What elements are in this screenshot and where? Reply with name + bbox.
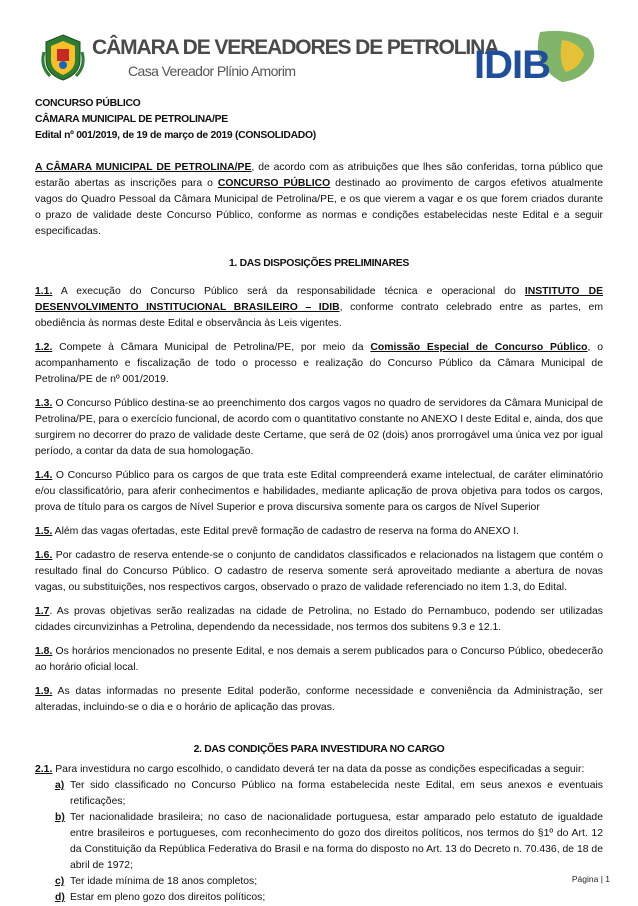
heading-line-1: CONCURSO PÚBLICO <box>35 98 141 109</box>
item-number: 1.7 <box>35 606 50 617</box>
intro-text-2: destinado ao provimento de cargos efetivos atualmente vagos do Quadro Pessoal da Câmara Municipal de Petrolina/PE, e os que vierem a vagar e os que forem criados durante o prazo de validade deste Concurso Público, conforme as normas e condições estabelecidas neste Edital e a seguir especificadas. <box>35 178 603 237</box>
edital-body <box>35 96 603 906</box>
intro-bold: CONCURSO PÚBLICO <box>217 178 331 189</box>
item-number: 1.4. <box>35 470 53 481</box>
paragraph-text: Para investidura no cargo escolhido, o candidato deverá ter na data da posse as condições especificadas a seguir: <box>52 764 585 775</box>
paragraph-text: , conforme contrato celebrado entre as partes, em obediência às normas deste Edital e observância às Leis vigentes. <box>35 302 603 329</box>
list-item-text: Ter sido classificado no Concurso Público na forma estabelecida neste Edital, em seus anexos e eventuais retificações; <box>70 780 603 807</box>
paragraph-1-1 <box>35 284 603 332</box>
list-item-text: Estar em pleno gozo dos direitos políticos; <box>70 892 266 903</box>
item-number: 1.5. <box>35 526 53 537</box>
paragraph-text: As datas informadas no presente Edital poderão, conforme necessidade e conveniência da Administração, ser alteradas, incluindo-se o dia e o horário de aplicação das provas. <box>35 686 603 713</box>
page-number: Página | 1 <box>571 874 610 884</box>
list-item <box>35 778 603 810</box>
idib-logo-icon <box>470 28 600 86</box>
paragraph-1-8 <box>35 644 603 676</box>
letterhead <box>40 28 600 88</box>
municipal-seal-icon <box>40 32 86 82</box>
paragraph-1-9 <box>35 684 603 716</box>
paragraph-text: . As provas objetivas serão realizadas na cidade de Petrolina, no Estado do Pernambuco, podendo ser utilizadas cidades circunvizinhas a Petrolina, dependendo da necessidade, nos termos dos subitens 9.3 e 12.1. <box>35 606 603 633</box>
intro-text-1: , de acordo com as atribuições que lhes são conferidas, torna público que estarão abertas as inscrições para o <box>35 162 603 189</box>
item-number: 2.1. <box>35 764 53 775</box>
paragraph-1-7 <box>35 604 603 636</box>
intro-paragraph <box>35 160 603 240</box>
list-letter: b) <box>55 812 65 823</box>
org-title: CÂMARA DE VEREADORES DE PETROLINA <box>92 36 499 59</box>
list-item-text: Ter idade mínima de 18 anos completos; <box>70 876 258 887</box>
item-number: 1.8. <box>35 646 53 657</box>
intro-lead: A CÂMARA MUNICIPAL DE PETROLINA/PE <box>35 162 252 173</box>
paragraph-text: O Concurso Público para os cargos de que trata este Edital compreenderá exame intelectual, de caráter eliminatório e/ou classificatório, para aferir conhecimentos e habilidades, mediante aplicação de prova objetiva para todos os cargos, prova de título para os cargos de Nível Superior e prova discursiva somente para os cargos de Nível Superior <box>35 470 603 513</box>
paragraph-text: O Concurso Público destina-se ao preenchimento dos cargos vagos no quadro de servidores da Câmara Municipal de Petrolina/PE, para o exercício funcional, de acordo com o quantitativo constante no ANEXO I deste Edital e, ainda, dos que surgirem no decorrer do prazo de validade deste Certame, que será de 02 (dois) anos prorrogável uma única vez por igual período, a contar da data de sua homologação. <box>35 398 603 457</box>
paragraph-text: Por cadastro de reserva entende-se o conjunto de candidatos classificados e relacionados na listagem que contém o resultado final do Concurso Público. O cadastro de reserva somente será aproveitado mediante a abertura de novas vagas, ou substituições, nos respectivos cargos, observado o prazo de validade referenciado no item 1.3, do Edital. <box>35 550 603 593</box>
list-item-text: Ter nacionalidade brasileira; no caso de nacionalidade portuguesa, estar amparado pelo estatuto de igualdade entre brasileiros e portugueses, com reconhecimento do gozo dos direitos políticos, nos termos do §1º do Art. 12 da Constituição da República Federativa do Brasil e na forma do disposto no Art. 13 do Decreto n. 70.436, de 18 de abril de 1972; <box>70 812 603 871</box>
paragraph-text: Os horários mencionados no presente Edital, e nos demais a serem publicados para o Concurso Público, obedecerão ao horário oficial local. <box>35 646 603 673</box>
section-1-title: 1. DAS DISPOSIÇÕES PRELIMINARES <box>228 258 410 269</box>
paragraph-1-3 <box>35 396 603 460</box>
logo-text: IDIB <box>474 43 550 86</box>
paragraph-bold: Comissão Especial de Concurso Público <box>370 342 588 353</box>
paragraph-text: Além das vagas ofertadas, este Edital prevê formação de cadastro de reserva na forma do ANEXO I. <box>52 526 520 537</box>
org-subtitle: Casa Vereador Plínio Amorim <box>128 63 296 79</box>
paragraph-text: , o acompanhamento e fiscalização de todo o processo e realização do Concurso Público da Câmara Municipal de Petrolina/PE de nº 001/2019. <box>35 342 603 385</box>
heading-line-3: Edital nº 001/2019, de 19 de março de 2019 (CONSOLIDADO) <box>35 130 316 141</box>
requirements-list <box>35 778 603 906</box>
heading-line-2: CÂMARA MUNICIPAL DE PETROLINA/PE <box>35 114 228 125</box>
list-letter: d) <box>55 892 65 903</box>
item-number: 1.9. <box>35 686 53 697</box>
list-letter: a) <box>55 780 65 791</box>
paragraph-bold: INSTITUTO DE DESENVOLVIMENTO INSTITUCIONAL BRASILEIRO – IDIB <box>35 286 604 313</box>
paragraph-1-5 <box>35 524 603 540</box>
section-2-title: 2. DAS CONDIÇÕES PARA INVESTIDURA NO CARGO <box>193 744 445 755</box>
paragraph-1-2 <box>35 340 603 388</box>
item-number: 1.6. <box>35 550 53 561</box>
paragraph-text: A execução do Concurso Público será da responsabilidade técnica e operacional do <box>52 286 525 297</box>
item-number: 1.1. <box>35 286 53 297</box>
list-item <box>35 874 603 890</box>
list-letter: c) <box>55 876 65 887</box>
paragraph-text: Compete à Câmara Municipal de Petrolina/PE, por meio da <box>52 342 371 353</box>
paragraph-1-6 <box>35 548 603 596</box>
list-item <box>35 890 603 906</box>
paragraph-2-1 <box>35 762 603 778</box>
paragraph-1-4 <box>35 468 603 516</box>
item-number: 1.2. <box>35 342 53 353</box>
list-item <box>35 810 603 874</box>
item-number: 1.3. <box>35 398 53 409</box>
